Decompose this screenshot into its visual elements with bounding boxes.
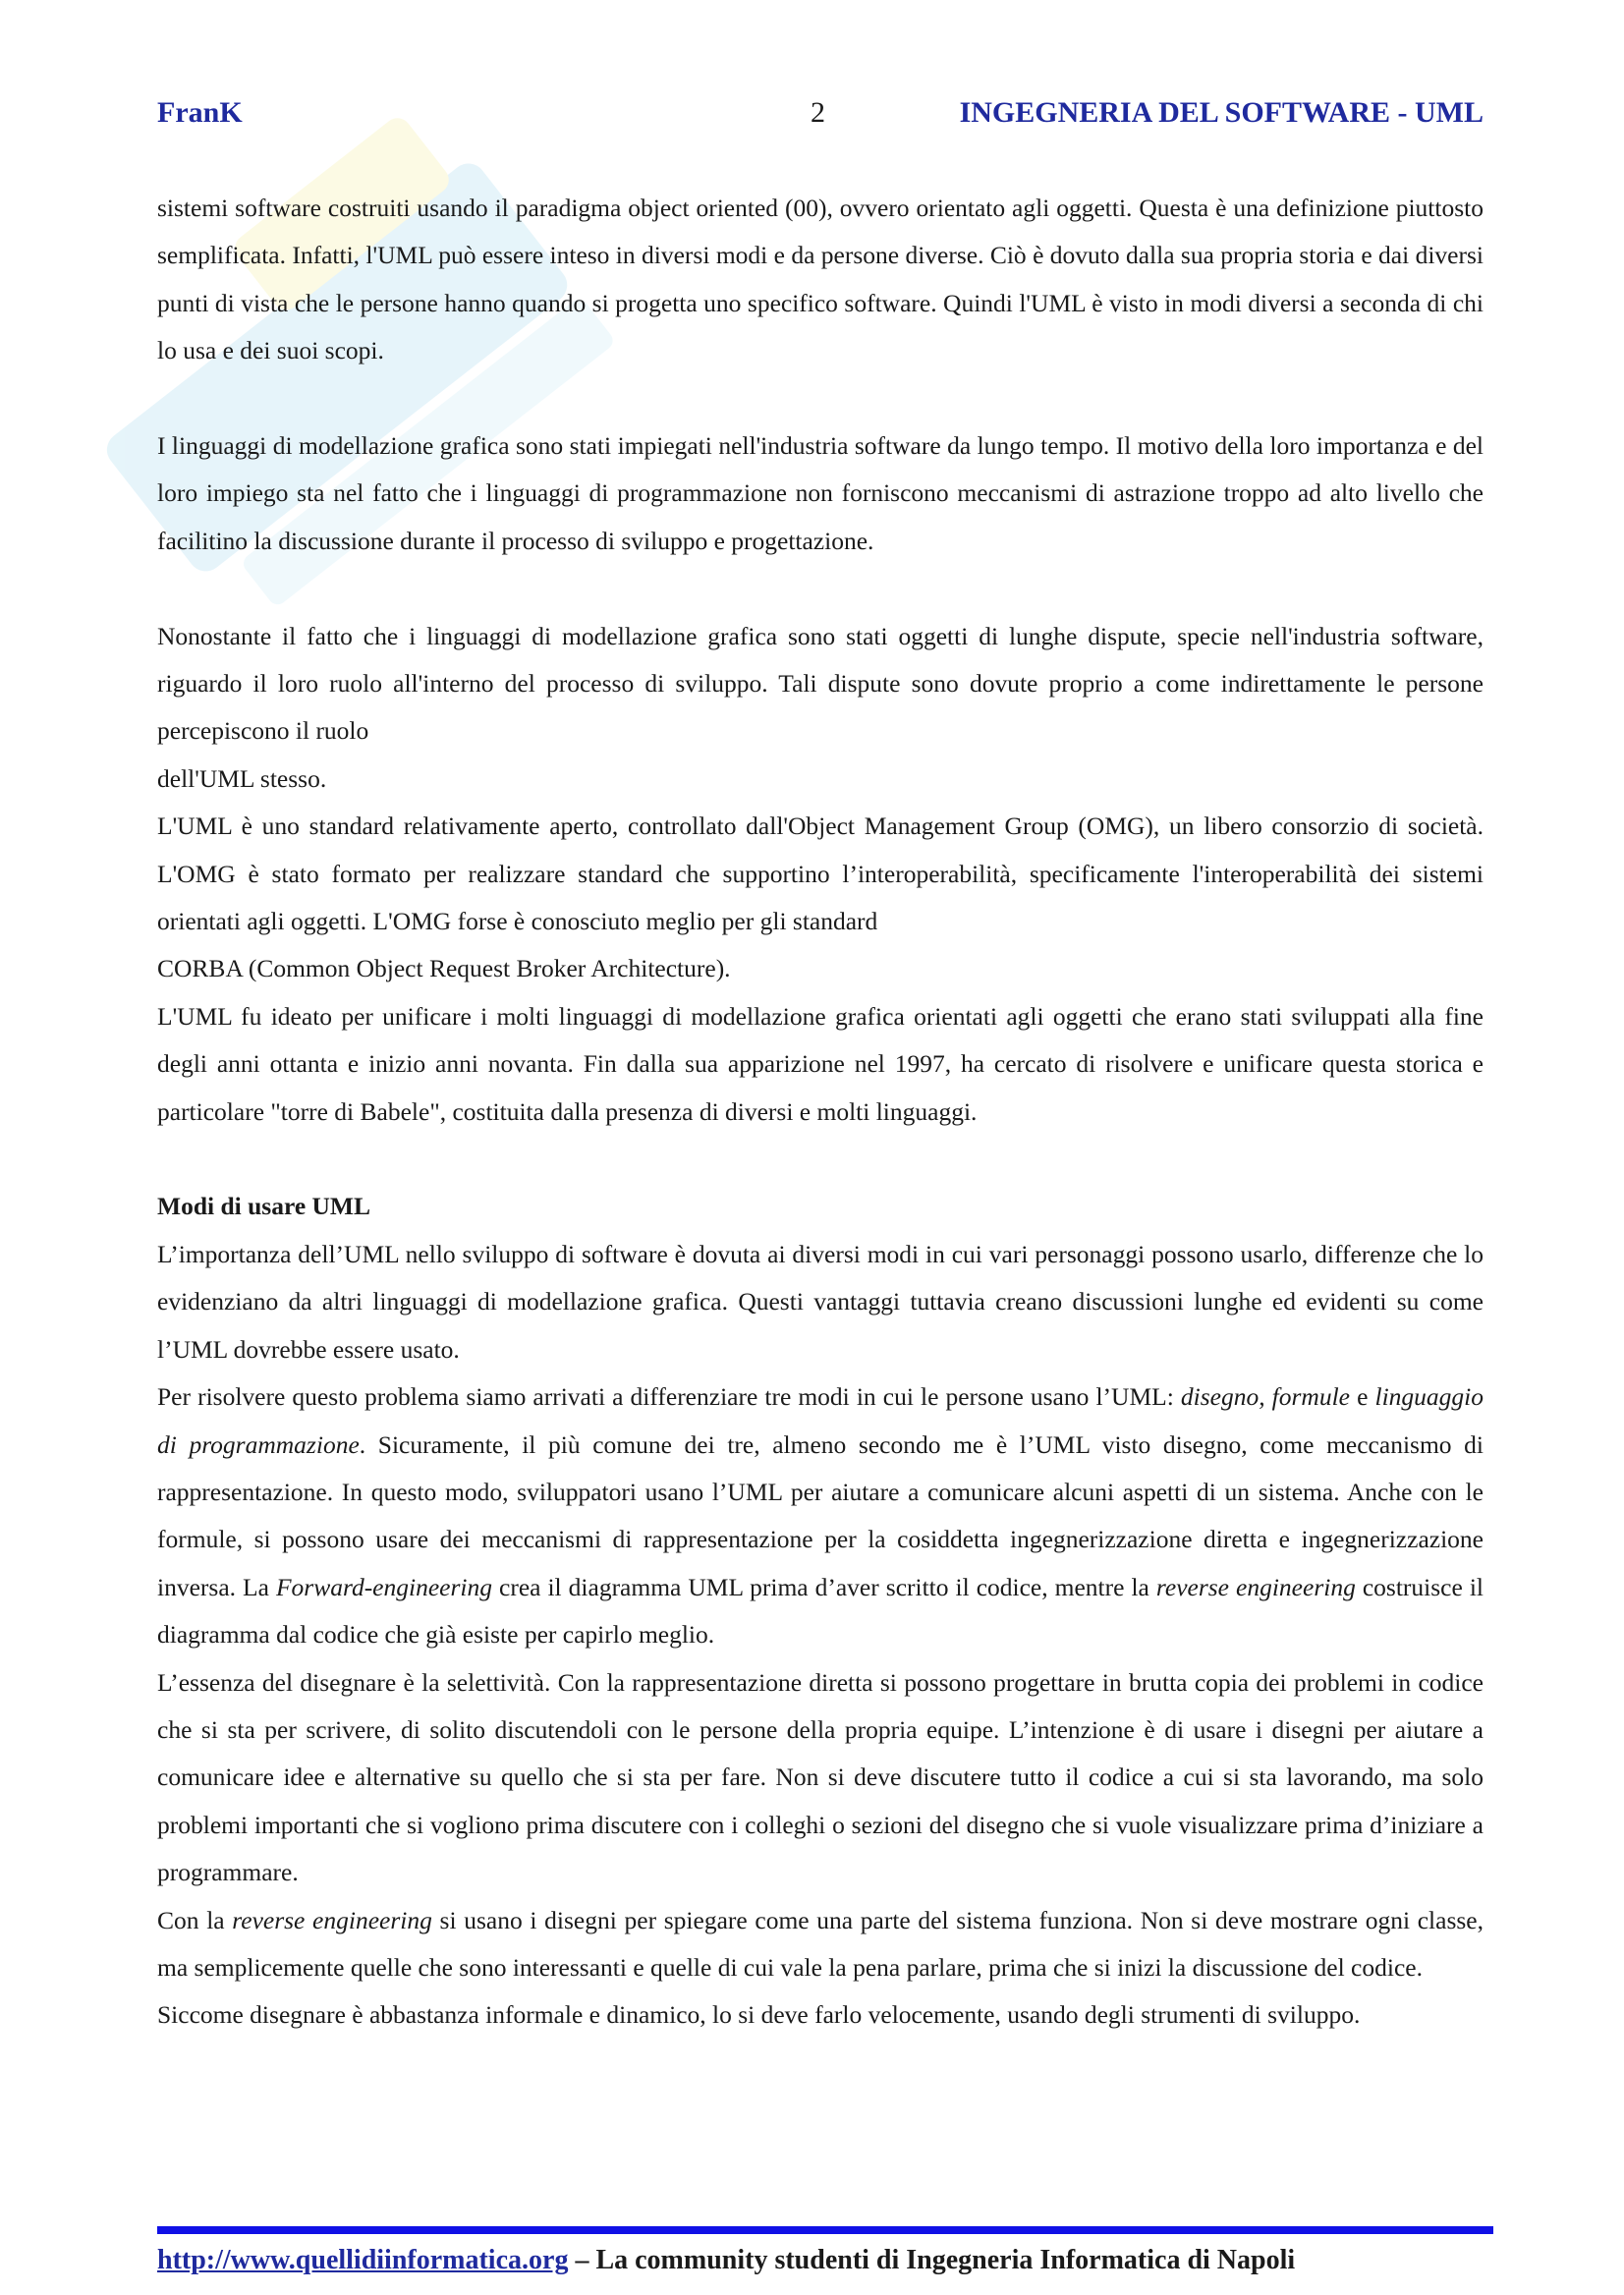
- page-footer: [157, 2245, 1493, 2276]
- paragraph: Per risolvere questo problema siamo arrivati a differenziare tre modi in cui le persone usano l’UML: disegno, formule e linguaggio di programmazione. Sicuramente, il più comune dei tre, almeno secondo me è l’UML visto disegno, come meccanismo di rappresentazione. In questo modo, sviluppatori usano l’UML per aiutare a comunicare alcuni aspetti di un sistema. Anche con le formule, si possono usare dei meccanismi di rappresentazione per la cosiddetta ingegnerizzazione diretta e ingegnerizzazione inversa. La Forward-engineering crea il diagramma UML prima d’aver scritto il codice, mentre la reverse engineering costruisce il diagramma dal codice che già esiste per capirlo meglio.: [157, 1382, 1484, 1650]
- paragraph: L’essenza del disegnare è la selettività. Con la rappresentazione diretta si possono progettare in brutta copia dei problemi in codice che si sta per scrivere, di solito discutendoli con le persone della propria equipe. L’intenzione è di usare i disegni per aiutare a comunicare idee e alternative su quello che si sta per fare. Non si deve discutere tutto il codice a cui si sta lavorando, ma solo problemi importanti che si vogliono prima discutere con i colleghi o sezioni del disegno che si vuole visualizzare prima d’iniziare a programmare.: [157, 1667, 1484, 1887]
- footer-rule: [157, 2226, 1493, 2234]
- document-body: [157, 185, 1484, 2040]
- paragraph: Nonostante il fatto che i linguaggi di modellazione grafica sono stati oggetti di lunghe dispute, specie nell'industria software, riguardo il loro ruolo all'interno del processo di sviluppo. Tali dispute sono dovute proprio a come indirettamente le persone percepiscono il ruolo: [157, 621, 1484, 746]
- paragraph: I linguaggi di modellazione grafica sono stati impiegati nell'industria software da lungo tempo. Il motivo della loro importanza e del loro impiego sta nel fatto che i linguaggi di programmazione non forniscono meccanismi di astrazione troppo ad alto livello che facilitino la discussione durante il processo di sviluppo e progettazione.: [157, 431, 1484, 555]
- paragraph: dell'UML stesso.: [157, 763, 327, 793]
- paragraph: Con la reverse engineering si usano i disegni per spiegare come una parte del sistema funziona. Non si deve mostrare ogni classe, ma semplicemente quelle che sono interessanti e quelle di cui vale la pena parlare, prima che si inizi la discussione del codice.: [157, 1905, 1484, 1982]
- paragraph: Siccome disegnare è abbastanza informale e dinamico, lo si deve farlo velocemente, usando degli strumenti di sviluppo.: [157, 2000, 1361, 2030]
- section-heading: Modi di usare UML: [157, 1192, 370, 1221]
- paragraph: L'UML è uno standard relativamente aperto, controllato dall'Object Management Group (OMG), un libero consorzio di società. L'OMG è stato formato per realizzare standard che supportino l’interoperabilità, specificamente l'interoperabilità dei sistemi orientati agli oggetti. L'OMG forse è conosciuto meglio per gli standard: [157, 812, 1484, 936]
- header-author: FranK: [157, 96, 243, 129]
- paragraph: L'UML fu ideato per unificare i molti linguaggi di modellazione grafica orientati agli oggetti che erano stati sviluppati alla fine degli anni ottanta e inizio anni novanta. Fin dalla sua apparizione nel 1997, ha cercato di risolvere e unificare questa storica e particolare "torre di Babele", costituita dalla presenza di diversi e molti linguaggi.: [157, 1001, 1484, 1126]
- document-title: INGEGNERIA DEL SOFTWARE - UML: [959, 96, 1484, 129]
- page-header: [157, 96, 1484, 136]
- page-number: 2: [811, 96, 825, 129]
- paragraph: sistemi software costruiti usando il paradigma object oriented (00), ovvero orientato agli oggetti. Questa è una definizione piuttosto semplificata. Infatti, l'UML può essere inteso in diversi modi e da persone diverse. Ciò è dovuto dalla sua propria storia e dai diversi punti di vista che le persone hanno quando si progetta uno specifico software. Quindi l'UML è visto in modi diversi a seconda di chi lo usa e dei suoi scopi.: [157, 194, 1484, 365]
- footer-text: – La community studenti di Ingegneria Informatica di Napoli: [568, 2245, 1296, 2275]
- paragraph: L’importanza dell’UML nello sviluppo di software è dovuta ai diversi modi in cui vari personaggi possono usarlo, differenze che lo evidenziano da altri linguaggi di modellazione grafica. Questi vantaggi tuttavia creano discussioni lunghe ed evidenti su come l’UML dovrebbe essere usato.: [157, 1239, 1484, 1364]
- footer-link[interactable]: http://www.quellidiinformatica.org: [157, 2245, 569, 2275]
- paragraph: CORBA (Common Object Request Broker Architecture).: [157, 954, 731, 983]
